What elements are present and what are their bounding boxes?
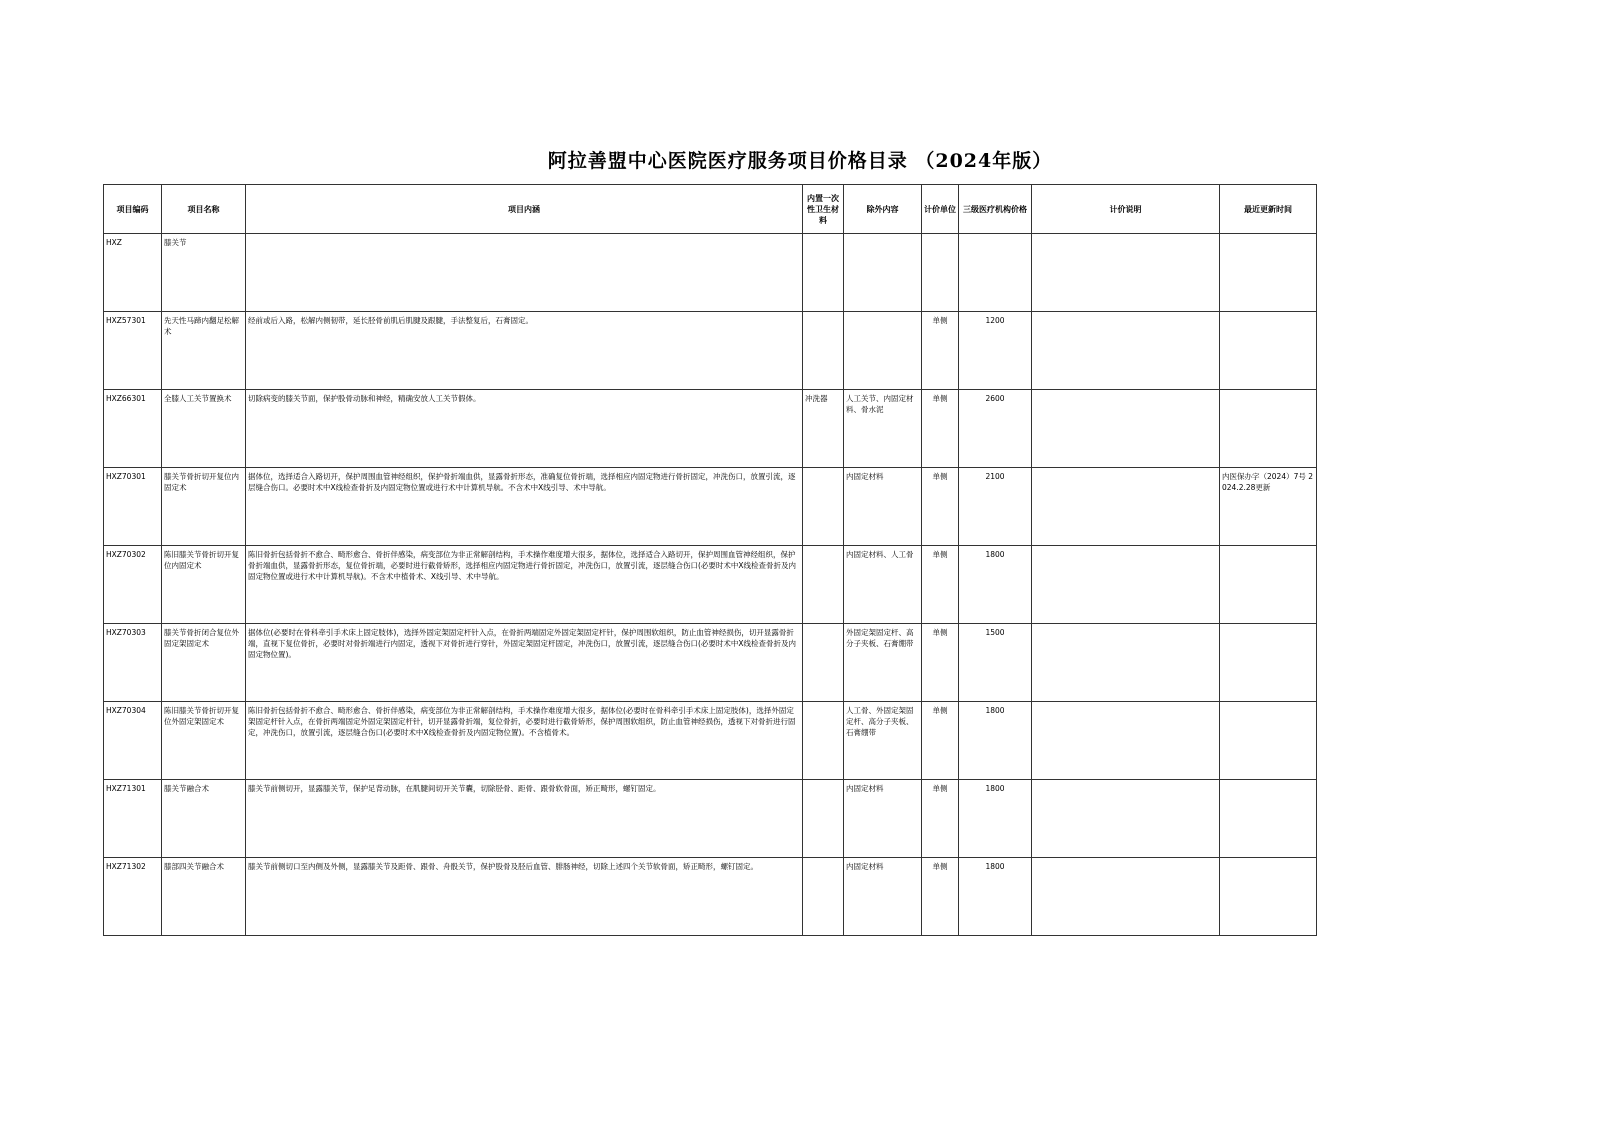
cell-consumables bbox=[803, 312, 844, 390]
header-updated: 最近更新时间 bbox=[1220, 185, 1317, 234]
cell-updated bbox=[1220, 234, 1317, 312]
cell-code: HXZ70301 bbox=[104, 468, 162, 546]
cell-code: HXZ70303 bbox=[104, 624, 162, 702]
cell-name: 膝部四关节融合术 bbox=[162, 858, 246, 936]
cell-updated bbox=[1220, 312, 1317, 390]
cell-name: 陈旧膝关节骨折切开复位内固定术 bbox=[162, 546, 246, 624]
cell-note bbox=[1032, 234, 1220, 312]
cell-excluded: 内固定材料 bbox=[844, 780, 922, 858]
cell-consumables bbox=[803, 546, 844, 624]
table-row bbox=[104, 546, 1317, 624]
cell-updated bbox=[1220, 780, 1317, 858]
cell-name: 先天性马蹄内翻足松解术 bbox=[162, 312, 246, 390]
header-content: 项目内涵 bbox=[246, 185, 803, 234]
table-row bbox=[104, 702, 1317, 780]
cell-unit: 单侧 bbox=[922, 390, 959, 468]
table-row bbox=[104, 468, 1317, 546]
header-note: 计价说明 bbox=[1032, 185, 1220, 234]
cell-content: 据体位，选择适合入路切开，保护周围血管神经组织，保护骨折端血供，显露骨折形态，准确复位骨折端，选择相应内固定物进行骨折固定，冲洗伤口，放置引流，逐层缝合伤口。必要时术中X线检查骨折及内固定物位置或进行术中计算机导航。不含术中X线引导、术中导航。 bbox=[246, 468, 803, 546]
cell-note bbox=[1032, 546, 1220, 624]
cell-excluded: 内固定材料 bbox=[844, 858, 922, 936]
cell-code: HXZ70302 bbox=[104, 546, 162, 624]
cell-note bbox=[1032, 702, 1220, 780]
cell-name: 膝关节骨折切开复位内固定术 bbox=[162, 468, 246, 546]
cell-excluded bbox=[844, 312, 922, 390]
cell-consumables bbox=[803, 780, 844, 858]
header-excluded: 除外内容 bbox=[844, 185, 922, 234]
cell-updated bbox=[1220, 546, 1317, 624]
cell-note bbox=[1032, 468, 1220, 546]
cell-code: HXZ71301 bbox=[104, 780, 162, 858]
cell-note bbox=[1032, 858, 1220, 936]
cell-unit bbox=[922, 234, 959, 312]
document-title: 阿拉善盟中心医院医疗服务项目价格目录 （2024年版） bbox=[547, 150, 1053, 172]
cell-price: 1500 bbox=[959, 624, 1032, 702]
cell-name: 膝关节融合术 bbox=[162, 780, 246, 858]
cell-unit: 单侧 bbox=[922, 780, 959, 858]
cell-content: 经前或后入路，松解内侧韧带，延长胫骨前肌后肌腱及跟腱，手法整复后，石膏固定。 bbox=[246, 312, 803, 390]
cell-content: 膝关节前侧切开，显露膝关节，保护足背动脉，在肌腱间切开关节囊，切除胫骨、距骨、跟骨软骨面，矫正畸形，螺钉固定。 bbox=[246, 780, 803, 858]
cell-price bbox=[959, 234, 1032, 312]
cell-excluded: 内固定材料、人工骨 bbox=[844, 546, 922, 624]
cell-excluded bbox=[844, 234, 922, 312]
cell-updated bbox=[1220, 624, 1317, 702]
table-row bbox=[104, 858, 1317, 936]
cell-note bbox=[1032, 312, 1220, 390]
cell-price: 1200 bbox=[959, 312, 1032, 390]
cell-updated: 内医保办字（2024）7号 2024.2.28更新 bbox=[1220, 468, 1317, 546]
cell-excluded: 人工关节、内固定材料、骨水泥 bbox=[844, 390, 922, 468]
cell-excluded: 内固定材料 bbox=[844, 468, 922, 546]
cell-content: 陈旧骨折包括骨折不愈合、畸形愈合、骨折伴感染，病变部位为非正常解剖结构，手术操作难度增大很多，据体位(必要时在骨科牵引手术床上固定肢体)，选择外固定架固定杆针入点，在骨折两端固定外固定架固定杆针，切开显露骨折端，复位骨折，必要时进行截骨矫形，保护周围软组织，防止血管神经损伤，透视下对骨折进行固定，冲洗伤口，放置引流，逐层缝合伤口(必要时术中X线检查骨折及内固定物位置)。不含植骨术。 bbox=[246, 702, 803, 780]
cell-price: 2100 bbox=[959, 468, 1032, 546]
cell-code: HXZ bbox=[104, 234, 162, 312]
table-row bbox=[104, 234, 1317, 312]
table-row bbox=[104, 624, 1317, 702]
cell-name: 膝关节 bbox=[162, 234, 246, 312]
cell-price: 1800 bbox=[959, 546, 1032, 624]
header-code: 项目编码 bbox=[104, 185, 162, 234]
header-unit: 计价单位 bbox=[922, 185, 959, 234]
cell-name: 膝关节骨折闭合复位外固定架固定术 bbox=[162, 624, 246, 702]
cell-code: HXZ70304 bbox=[104, 702, 162, 780]
cell-note bbox=[1032, 390, 1220, 468]
table-row bbox=[104, 780, 1317, 858]
cell-content: 据体位(必要时在骨科牵引手术床上固定肢体)，选择外固定架固定杆针入点，在骨折两端固定外固定架固定杆针，保护周围软组织，防止血管神经损伤，切开显露骨折端，直视下复位骨折，必要时对骨折端进行内固定，透视下对骨折进行穿针，外固定架固定杆固定，冲洗伤口，放置引流，逐层缝合伤口(必要时术中X线检查骨折及内固定物位置)。 bbox=[246, 624, 803, 702]
cell-unit: 单侧 bbox=[922, 468, 959, 546]
cell-updated bbox=[1220, 858, 1317, 936]
cell-content: 切除病变的膝关节面，保护股骨动脉和神经，精确安放人工关节假体。 bbox=[246, 390, 803, 468]
table-row bbox=[104, 312, 1317, 390]
cell-price: 1800 bbox=[959, 858, 1032, 936]
cell-consumables bbox=[803, 858, 844, 936]
cell-unit: 单侧 bbox=[922, 312, 959, 390]
header-name: 项目名称 bbox=[162, 185, 246, 234]
cell-code: HXZ71302 bbox=[104, 858, 162, 936]
cell-unit: 单侧 bbox=[922, 546, 959, 624]
cell-consumables bbox=[803, 702, 844, 780]
cell-name: 陈旧膝关节骨折切开复位外固定架固定术 bbox=[162, 702, 246, 780]
table-row bbox=[104, 390, 1317, 468]
table-header-row bbox=[104, 185, 1317, 234]
cell-note bbox=[1032, 780, 1220, 858]
cell-price: 2600 bbox=[959, 390, 1032, 468]
header-price: 三级医疗机构价格 bbox=[959, 185, 1032, 234]
cell-content bbox=[246, 234, 803, 312]
cell-price: 1800 bbox=[959, 702, 1032, 780]
cell-content: 膝关节前侧切口至内侧及外侧，显露膝关节及距骨、跟骨、舟骰关节，保护股骨及胫后血管、腓肠神经，切除上述四个关节软骨面，矫正畸形，螺钉固定。 bbox=[246, 858, 803, 936]
price-catalog-table bbox=[103, 184, 1317, 936]
cell-note bbox=[1032, 624, 1220, 702]
cell-code: HXZ66301 bbox=[104, 390, 162, 468]
cell-price: 1800 bbox=[959, 780, 1032, 858]
cell-unit: 单侧 bbox=[922, 702, 959, 780]
cell-name: 全膝人工关节置换术 bbox=[162, 390, 246, 468]
cell-consumables: 冲洗器 bbox=[803, 390, 844, 468]
cell-updated bbox=[1220, 390, 1317, 468]
cell-excluded: 外固定架固定杆、高分子夹板、石膏绷带 bbox=[844, 624, 922, 702]
header-consumables: 内置一次性卫生材料 bbox=[803, 185, 844, 234]
cell-unit: 单侧 bbox=[922, 624, 959, 702]
cell-consumables bbox=[803, 468, 844, 546]
cell-updated bbox=[1220, 702, 1317, 780]
cell-code: HXZ57301 bbox=[104, 312, 162, 390]
cell-consumables bbox=[803, 624, 844, 702]
cell-consumables bbox=[803, 234, 844, 312]
cell-excluded: 人工骨、外固定架固定杆、高分子夹板、石膏绷带 bbox=[844, 702, 922, 780]
cell-unit: 单侧 bbox=[922, 858, 959, 936]
cell-content: 陈旧骨折包括骨折不愈合、畸形愈合、骨折伴感染，病变部位为非正常解剖结构，手术操作难度增大很多，据体位，选择适合入路切开，保护周围血管神经组织，保护骨折端血供，显露骨折形态，复位骨折端，必要时进行截骨矫形，选择相应内固定物进行骨折固定，冲洗伤口，放置引流，逐层缝合伤口(必要时术中X线检查骨折及内固定物位置或进行术中计算机导航)。不含术中植骨术、X线引导、术中导航。 bbox=[246, 546, 803, 624]
